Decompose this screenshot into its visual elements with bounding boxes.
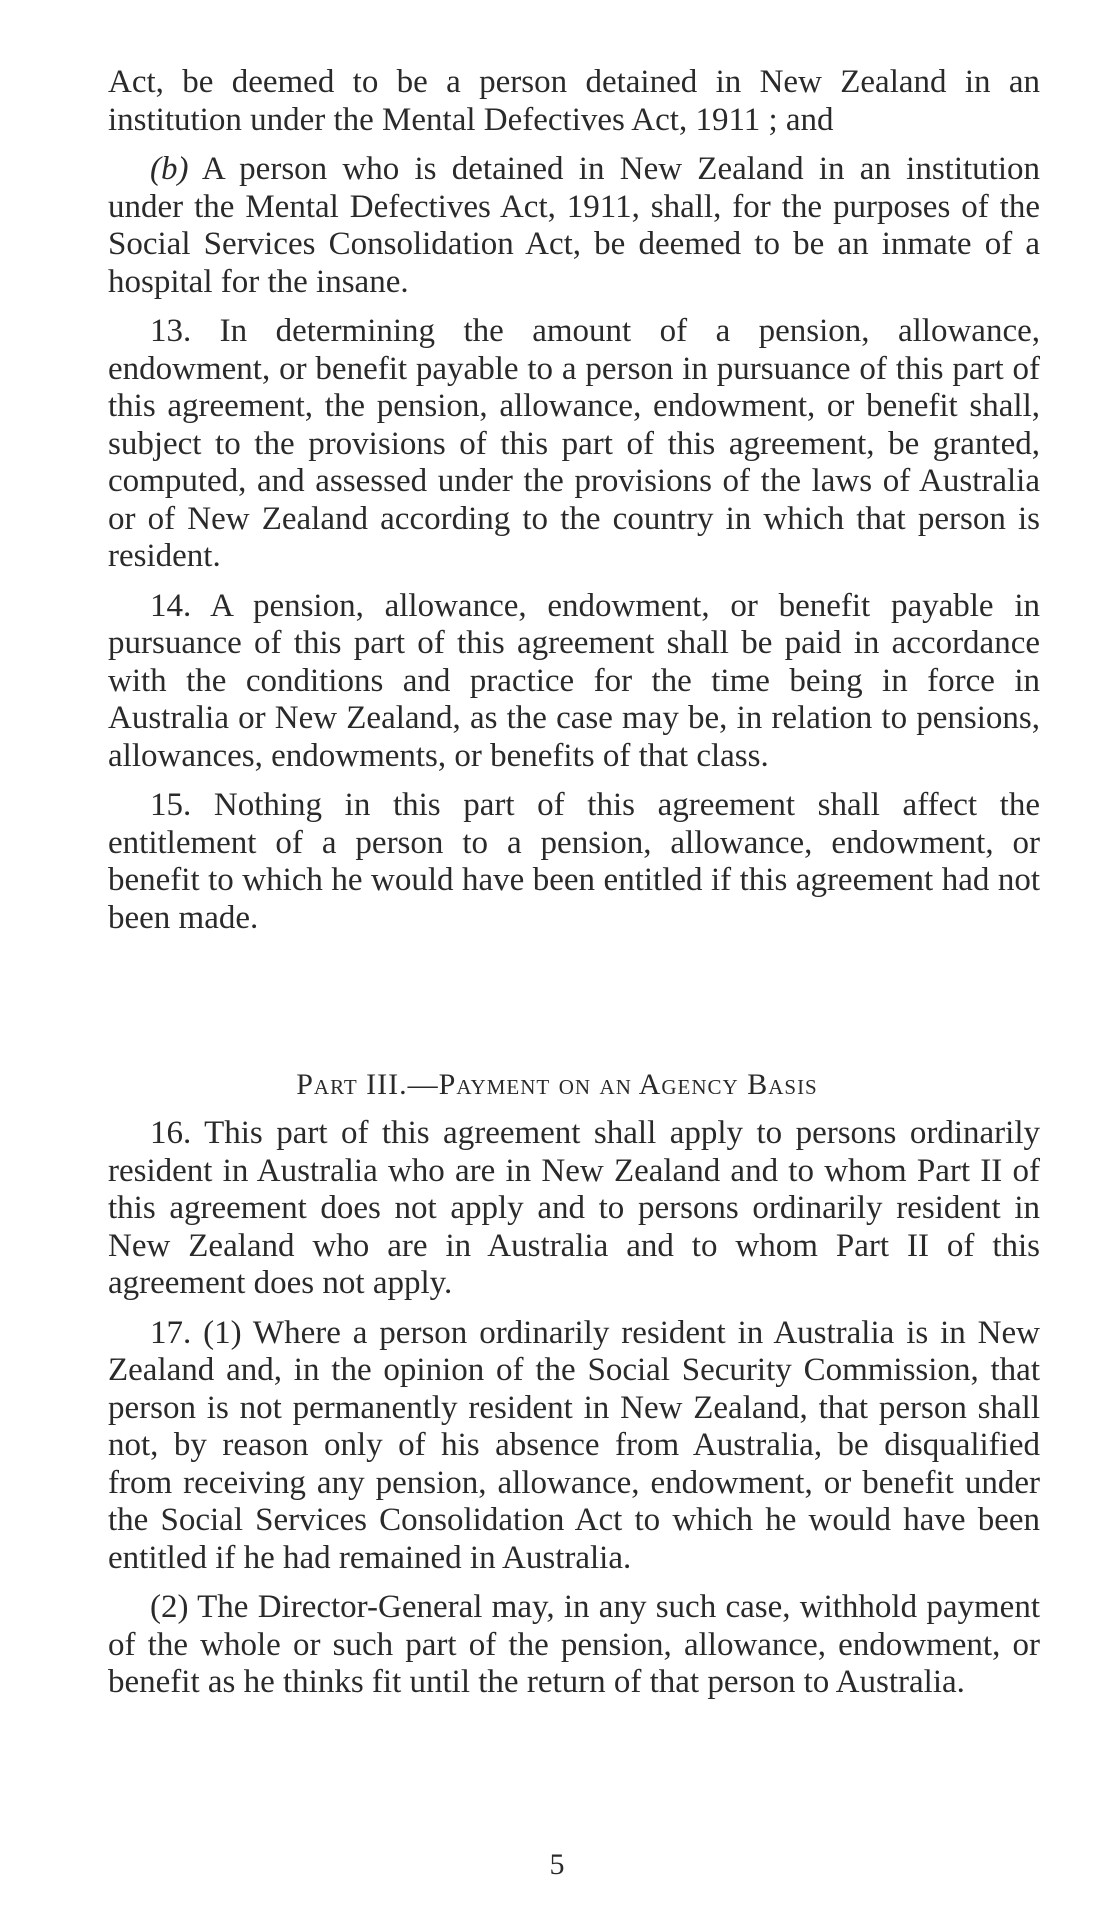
section-14: 14. A pension, allowance, endowment, or benefit payable in pursuance of this part of this agreement shall be paid in accordance with the conditions and practice for the time being in force in Australia or New Zealand, as the case may be, in relation to pensions, allowances, endowments, or benefits of that class. [108,587,1040,774]
part-three-heading: Part III.—Payment on an Agency Basis [296,1068,818,1101]
page-number: 5 [549,1848,565,1881]
section-15: 15. Nothing in this part of this agreement shall affect the entitlement of a person to a pension, allowance, endowment, or benefit to which he would have been entitled if this agreement had not been made. [108,787,1040,936]
section-17-2: (2) The Director-General may, in any such case, withhold payment of the whole or such part of the pension, allowance, endowment, or benefit as he thinks fit until the return of that person to Australia. [108,1589,1040,1700]
section-13: 13. In determining the amount of a pension, allowance, endowment, or benefit payable to a person in pursuance of this part of this agreement, the pension, allowance, endowment, or benefit shall, subject to the provisions of this part of this agreement, be granted, computed, and assessed under the provisions of the laws of Australia or of New Zealand according to the country in which that person is resident. [108,313,1040,574]
section-17-1: 17. (1) Where a person ordinarily resident in Australia is in New Zealand and, in the opinion of the Social Security Commission, that person is not permanently resident in New Zealand, that person shall not, by reason only of his absence from Australia, be disqualified from receiving any pension, allowance, endowment, or benefit under the Social Services Consolidation Act to which he would have been entitled if he had remained in Australia. [108,1314,1040,1576]
sub-paragraph-b [108,151,1040,301]
continuation-paragraph: Act, be deemed to be a person detained in New Zealand in an institution under the Mental Defectives Act, 1911 ; and [108,64,1040,138]
upper-text-block [108,64,1040,937]
section-16: 16. This part of this agreement shall apply to persons ordinarily resident in Australia who are in New Zealand and to whom Part II of this agreement does not apply and to persons ordinarily resident in New Zealand who are in Australia and to whom Part II of this agreement does not apply. [108,1115,1040,1301]
lower-text-block [108,1115,1040,1702]
sub-paragraph-b-text: A person who is detained in New Zealand in an institution under the Mental Defectives Act, 1911, shall, for the purposes of the Social Services Consolidation Act, be deemed to be an inmate of a hospital for the insane. [108,151,1040,300]
sub-paragraph-b-marker: (b) [150,151,189,187]
